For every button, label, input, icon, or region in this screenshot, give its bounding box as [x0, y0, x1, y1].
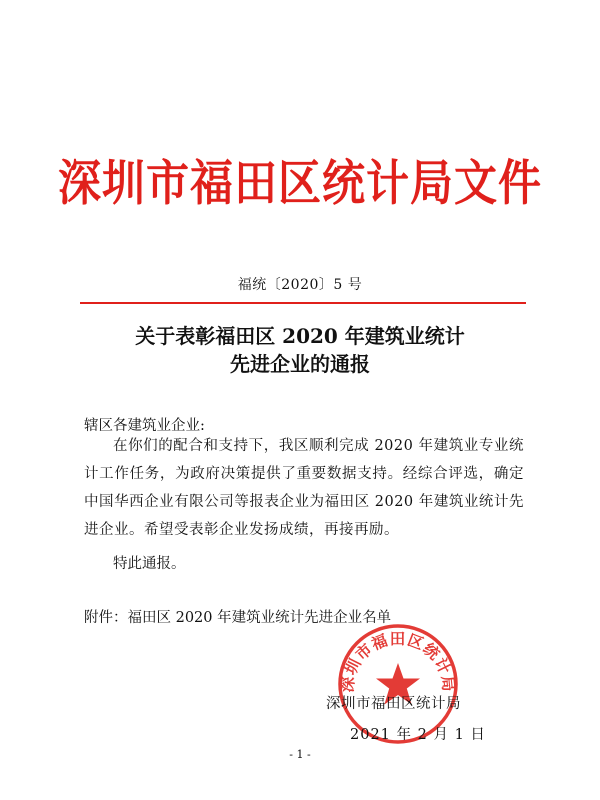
salutation: 辖区各建筑业企业: [84, 418, 205, 434]
attachment-line: 附件：福田区 2020 年建筑业统计先进企业名单 [84, 610, 392, 626]
title-line-2: 先进企业的通报 [230, 352, 370, 376]
red-divider-line [80, 302, 526, 304]
closing-line: 特此通报。 [113, 556, 186, 572]
issue-date: 2021 年 2 月 1 日 [350, 727, 486, 743]
document-number: 福统〔2020〕5 号 [237, 277, 363, 293]
seal-text: 深圳市福田区统计局 [338, 630, 458, 694]
issuer-name: 深圳市福田区统计局 [326, 696, 461, 712]
page-number: - 1 - [289, 748, 311, 761]
red-masthead: 深圳市福田区统计局文件 [58, 155, 542, 212]
body-paragraph: 在你们的配合和支持下，我区顺利完成 2020 年建筑业专业统计工作任务，为政府决策提供了重要数据支持。经综合评选，确定中国华西企业有限公司等报表企业为福田区 2020 年建筑业统计先进企业。希望受表彰企业发扬成绩，再接再励。 [84, 438, 524, 538]
title-line-1: 关于表彰福田区 2020 年建筑业统计 [135, 324, 465, 348]
document-title [0, 322, 600, 378]
